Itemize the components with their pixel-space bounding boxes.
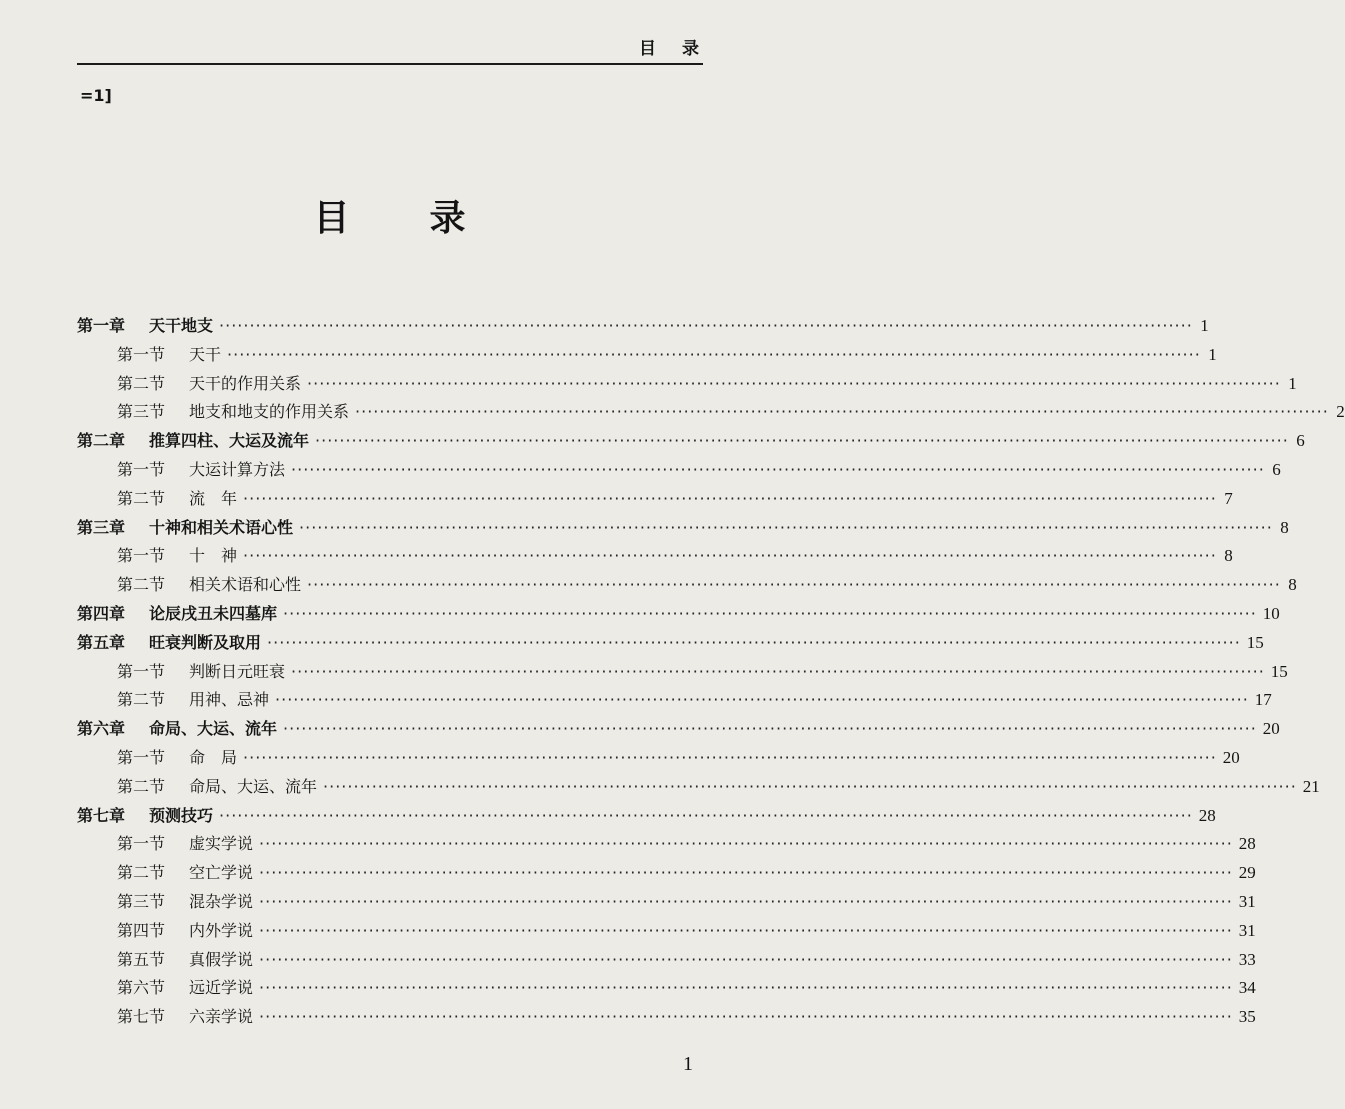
dot-leader: ································································································································································ xyxy=(243,546,1217,566)
entry-title: 虚实学说 xyxy=(189,834,254,854)
entry-page-number: 6 xyxy=(1272,459,1281,479)
entry-title: 旺衰判断及取用 xyxy=(149,632,262,652)
toc-section-entry[interactable] xyxy=(77,341,1217,370)
entry-page-number: 20 xyxy=(1222,747,1240,767)
toc-section-entry[interactable] xyxy=(77,974,1256,1003)
dot-leader: ································································································································································ xyxy=(243,747,1217,767)
entry-page-number: 7 xyxy=(1224,488,1233,508)
entry-page-number: 15 xyxy=(1270,661,1288,681)
entry-number: 第二节 xyxy=(117,373,166,393)
page-mark: =1] xyxy=(80,86,112,105)
dot-leader: ································································································································································ xyxy=(259,978,1233,998)
entry-page-number: 8 xyxy=(1224,546,1233,566)
entry-number: 第五章 xyxy=(77,632,126,652)
toc-chapter-entry[interactable] xyxy=(77,802,1216,831)
entry-title: 命 局 xyxy=(189,747,238,767)
entry-number: 第二节 xyxy=(117,863,166,883)
entry-title: 地支和地支的作用关系 xyxy=(189,402,350,422)
dot-leader: ································································································································································ xyxy=(243,488,1217,508)
entry-number: 第四章 xyxy=(77,603,126,623)
entry-page-number: 28 xyxy=(1238,834,1256,854)
entry-number: 第一节 xyxy=(117,834,166,854)
dot-leader: ································································································································································ xyxy=(267,632,1241,652)
entry-page-number: 8 xyxy=(1288,575,1297,595)
dot-leader: ································································································································································ xyxy=(307,373,1281,393)
toc-section-entry[interactable] xyxy=(77,686,1272,715)
toc-section-entry[interactable] xyxy=(77,744,1240,773)
entry-page-number: 17 xyxy=(1254,690,1272,710)
entry-number: 第二节 xyxy=(117,488,166,508)
entry-title: 命局、大运、流年 xyxy=(149,719,278,739)
entry-title: 相关术语和心性 xyxy=(189,575,302,595)
entry-number: 第五节 xyxy=(117,949,166,969)
dot-leader: ································································································································································ xyxy=(219,316,1193,335)
toc-chapter-entry[interactable] xyxy=(77,715,1280,744)
entry-number: 第七章 xyxy=(77,805,126,825)
dot-leader: ································································································································································ xyxy=(299,517,1273,537)
toc-section-entry[interactable] xyxy=(77,658,1288,687)
toc-chapter-entry[interactable] xyxy=(77,514,1289,543)
toc-section-entry[interactable] xyxy=(77,542,1233,571)
entry-title: 天干地支 xyxy=(149,316,214,335)
entry-title: 六亲学说 xyxy=(189,1007,254,1027)
entry-page-number: 1 xyxy=(1288,373,1297,393)
dot-leader: ································································································································································ xyxy=(219,805,1193,825)
entry-number: 第二章 xyxy=(77,431,126,451)
entry-page-number: 29 xyxy=(1238,863,1256,883)
table-of-contents xyxy=(77,312,1345,1032)
entry-number: 第六章 xyxy=(77,719,126,739)
entry-number: 第四节 xyxy=(117,920,166,940)
toc-chapter-entry[interactable] xyxy=(77,629,1264,658)
entry-title: 十 神 xyxy=(189,546,238,566)
entry-number: 第一节 xyxy=(117,546,166,566)
page-number: 1 xyxy=(683,1053,693,1075)
toc-section-entry[interactable] xyxy=(77,485,1233,514)
entry-page-number: 34 xyxy=(1238,978,1256,998)
entry-number: 第一章 xyxy=(77,316,126,335)
dot-leader: ································································································································································ xyxy=(259,834,1233,854)
dot-leader: ································································································································································ xyxy=(259,949,1233,969)
entry-title: 内外学说 xyxy=(189,920,254,940)
entry-page-number: 10 xyxy=(1262,603,1280,623)
dot-leader: ································································································································································ xyxy=(283,719,1257,739)
entry-title: 天干 xyxy=(189,344,222,364)
toc-section-entry[interactable] xyxy=(77,456,1281,485)
entry-title: 流 年 xyxy=(189,488,238,508)
running-head-title: 目录 xyxy=(639,39,725,59)
entry-number: 第一节 xyxy=(117,661,166,681)
entry-number: 第二节 xyxy=(117,575,166,595)
dot-leader: ································································································································································ xyxy=(291,459,1265,479)
dot-leader: ································································································································································ xyxy=(259,891,1233,911)
entry-page-number: 15 xyxy=(1246,632,1264,652)
toc-section-entry[interactable] xyxy=(77,1003,1256,1032)
entry-page-number: 1 xyxy=(1200,316,1209,335)
entry-number: 第三章 xyxy=(77,517,126,537)
entry-title: 推算四柱、大运及流年 xyxy=(149,431,310,451)
dot-leader: ································································································································································ xyxy=(275,690,1249,710)
toc-section-entry[interactable] xyxy=(77,830,1256,859)
entry-page-number: 33 xyxy=(1238,949,1256,969)
toc-section-entry[interactable] xyxy=(77,571,1297,600)
entry-title: 真假学说 xyxy=(189,949,254,969)
toc-chapter-entry[interactable] xyxy=(77,312,1209,341)
entry-number: 第三节 xyxy=(117,402,166,422)
entry-number: 第一节 xyxy=(117,459,166,479)
entry-title: 远近学说 xyxy=(189,978,254,998)
entry-title: 混杂学说 xyxy=(189,891,254,911)
dot-leader: ································································································································································ xyxy=(259,920,1233,940)
dot-leader: ································································································································································ xyxy=(307,575,1281,595)
entry-title: 命局、大运、流年 xyxy=(189,776,318,796)
entry-number: 第一节 xyxy=(117,747,166,767)
entry-number: 第一节 xyxy=(117,344,166,364)
entry-title: 大运计算方法 xyxy=(189,459,286,479)
dot-leader: ································································································································································ xyxy=(355,402,1329,422)
dot-leader: ································································································································································ xyxy=(323,776,1297,796)
entry-number: 第六节 xyxy=(117,978,166,998)
dot-leader: ································································································································································ xyxy=(315,431,1289,451)
entry-number: 第二节 xyxy=(117,776,166,796)
entry-page-number: 31 xyxy=(1238,920,1256,940)
toc-title: 目录 xyxy=(313,198,546,239)
entry-page-number: 2 xyxy=(1336,402,1345,422)
running-head xyxy=(77,33,725,65)
toc-section-entry[interactable] xyxy=(77,859,1256,888)
entry-title: 判断日元旺衰 xyxy=(189,661,286,681)
dot-leader: ································································································································································ xyxy=(283,603,1257,623)
entry-page-number: 28 xyxy=(1198,805,1216,825)
entry-title: 论辰戌丑未四墓库 xyxy=(149,603,278,623)
toc-section-entry[interactable] xyxy=(77,398,1345,427)
entry-title: 预测技巧 xyxy=(149,805,214,825)
entry-page-number: 1 xyxy=(1208,344,1217,364)
entry-page-number: 31 xyxy=(1238,891,1256,911)
toc-section-entry[interactable] xyxy=(77,946,1256,975)
toc-section-entry[interactable] xyxy=(77,773,1320,802)
toc-section-entry[interactable] xyxy=(77,888,1256,917)
dot-leader: ································································································································································ xyxy=(259,1007,1233,1027)
entry-title: 天干的作用关系 xyxy=(189,373,302,393)
entry-page-number: 21 xyxy=(1302,776,1320,796)
entry-page-number: 8 xyxy=(1280,517,1289,537)
entry-title: 用神、忌神 xyxy=(189,690,270,710)
entry-number: 第三节 xyxy=(117,891,166,911)
entry-page-number: 20 xyxy=(1262,719,1280,739)
entry-number: 第七节 xyxy=(117,1007,166,1027)
toc-chapter-entry[interactable] xyxy=(77,427,1305,456)
entry-number: 第二节 xyxy=(117,690,166,710)
entry-title: 空亡学说 xyxy=(189,863,254,883)
toc-chapter-entry[interactable] xyxy=(77,600,1280,629)
dot-leader: ································································································································································ xyxy=(291,661,1265,681)
dot-leader: ································································································································································ xyxy=(227,344,1201,364)
entry-page-number: 6 xyxy=(1296,431,1305,451)
entry-title: 十神和相关术语心性 xyxy=(149,517,294,537)
toc-section-entry[interactable] xyxy=(77,917,1256,946)
entry-page-number: 35 xyxy=(1238,1007,1256,1027)
toc-section-entry[interactable] xyxy=(77,370,1297,399)
dot-leader: ································································································································································ xyxy=(259,863,1233,883)
